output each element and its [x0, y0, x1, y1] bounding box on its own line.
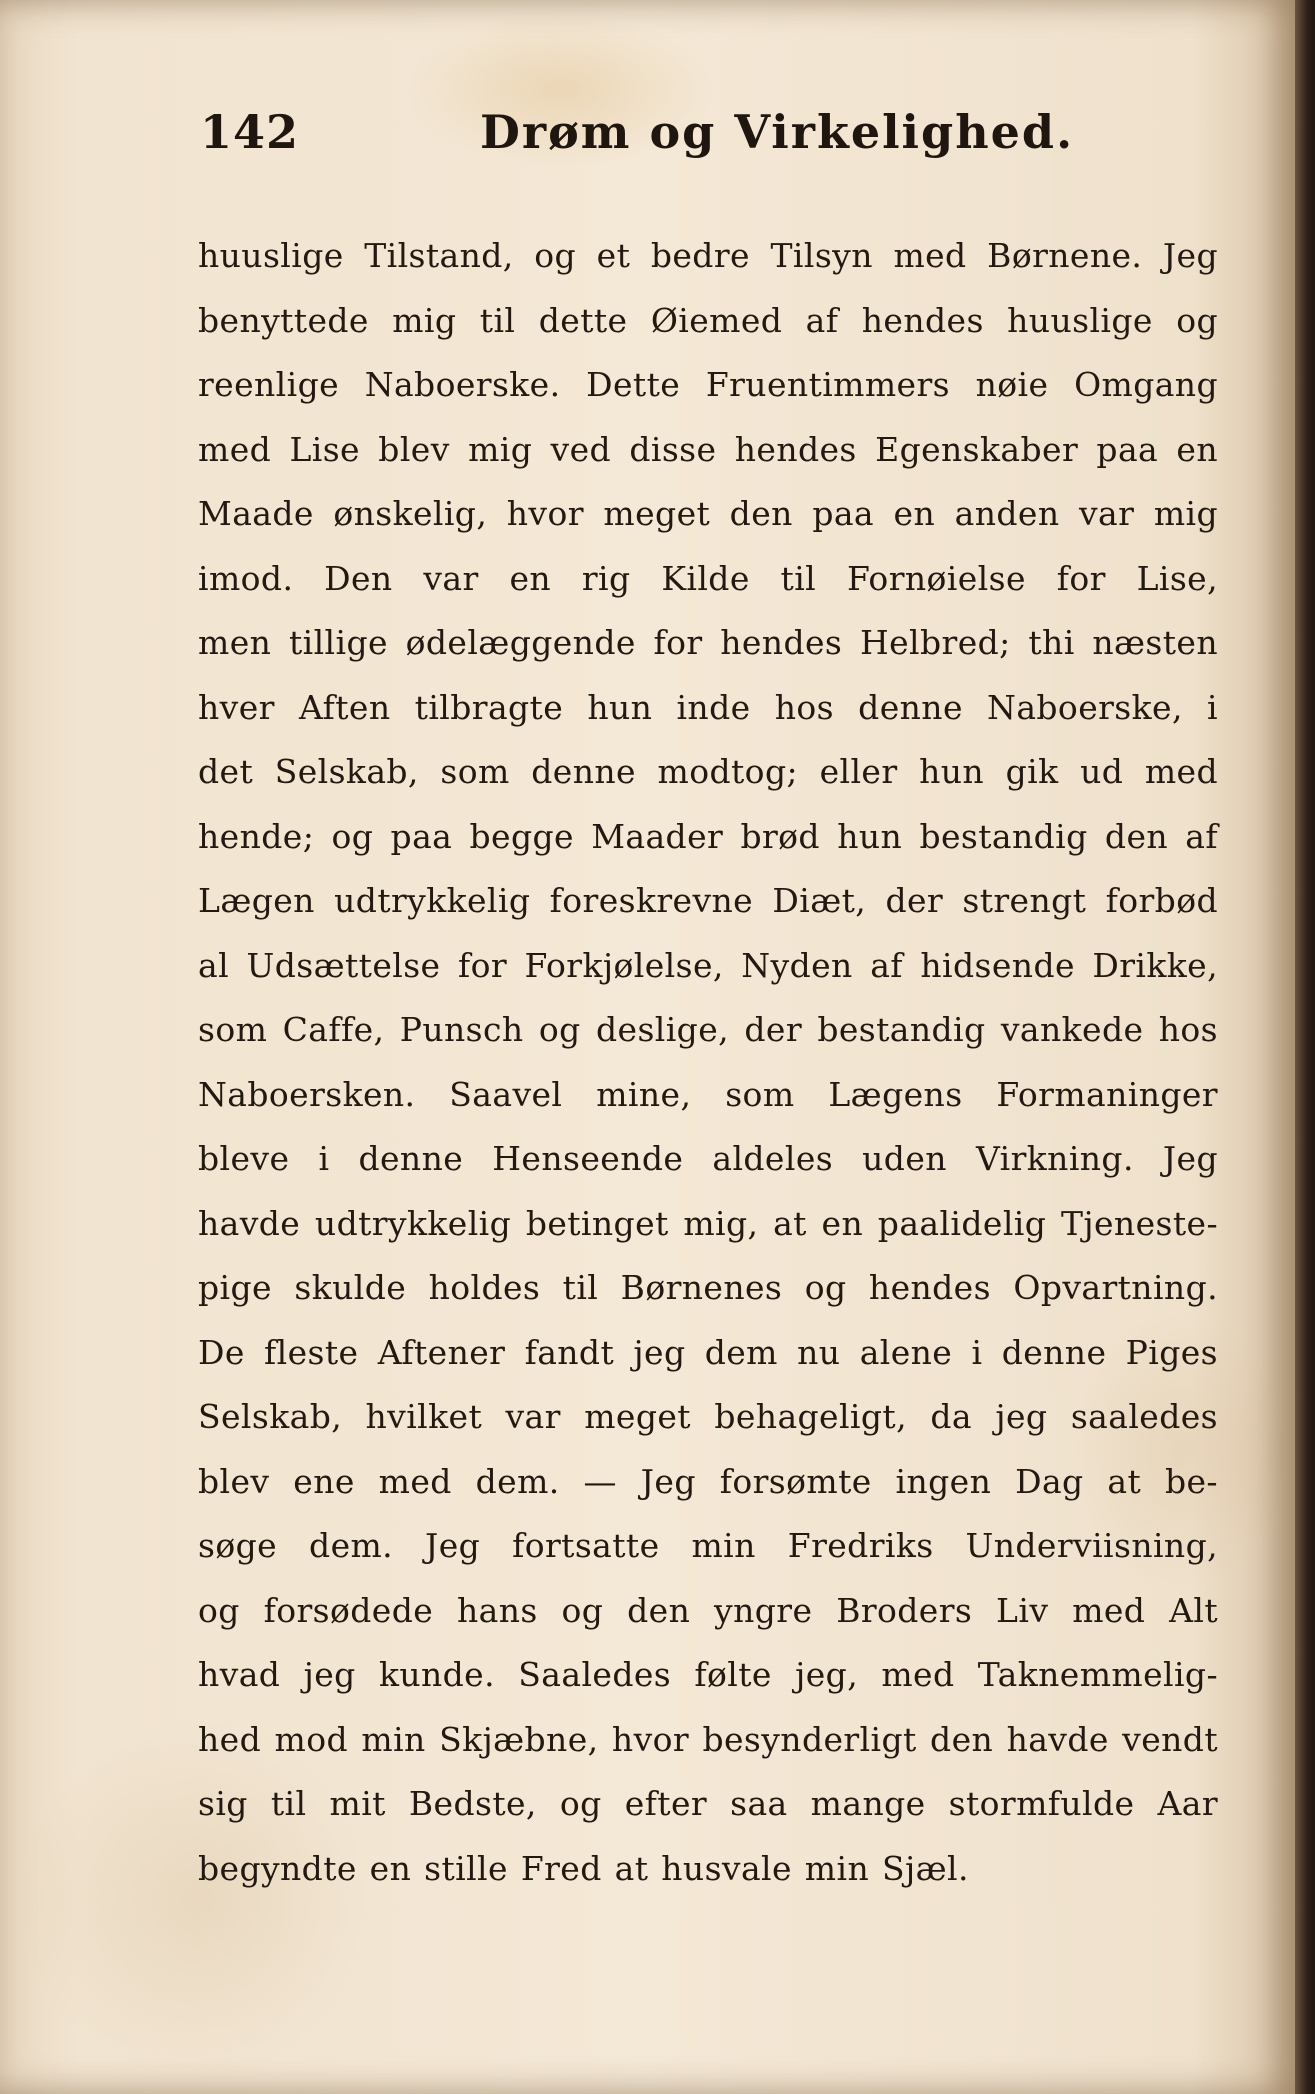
- text-line: Lægen udtrykkelig foreskrevne Diæt, der strengt forbød: [198, 881, 1218, 920]
- page-edge-shadow: [1295, 0, 1315, 2094]
- text-line: havde udtrykkelig betinget mig, at en paalidelig Tjeneste-: [198, 1203, 1218, 1243]
- text-line: Maade ønskelig, hvor meget den paa en anden var mig: [198, 494, 1218, 533]
- text-line: benyttede mig til dette Øiemed af hendes huuslige og: [198, 300, 1218, 340]
- page-number: 142: [200, 105, 300, 159]
- text-line: De fleste Aftener fandt jeg dem nu alene i denne Piges: [198, 1332, 1218, 1372]
- page-header: [200, 105, 1220, 175]
- text-line: huuslige Tilstand, og et bedre Tilsyn med Børnene. Jeg: [198, 236, 1218, 275]
- text-line: men tillige ødelæggende for hendes Helbred; thi næsten: [198, 623, 1218, 662]
- text-line: Selskab, hvilket var meget behageligt, da jeg saaledes: [198, 1397, 1218, 1436]
- text-line: hvad jeg kunde. Saaledes følte jeg, med Taknemmelig-: [198, 1655, 1218, 1694]
- text-line: reenlige Naboerske. Dette Fruentimmers nøie Omgang: [198, 365, 1218, 404]
- text-line: søge dem. Jeg fortsatte min Fredriks Underviisning,: [198, 1526, 1218, 1565]
- text-line: med Lise blev mig ved disse hendes Egenskaber paa en: [198, 429, 1218, 469]
- text-line: bleve i denne Henseende aldeles uden Virkning. Jeg: [198, 1139, 1218, 1178]
- text-line: pige skulde holdes til Børnenes og hendes Opvartning.: [198, 1268, 1218, 1307]
- body-text: [198, 224, 1218, 1901]
- text-line: hver Aften tilbragte hun inde hos denne Naboerske, i: [198, 687, 1218, 727]
- text-line: blev ene med dem. — Jeg forsømte ingen Dag at be-: [198, 1461, 1218, 1501]
- text-line: og forsødede hans og den yngre Broders Liv med Alt: [198, 1590, 1218, 1630]
- running-title: Drøm og Virkelighed.: [480, 105, 1075, 159]
- text-line: sig til mit Bedste, og efter saa mange stormfulde Aar: [198, 1784, 1218, 1823]
- text-line: det Selskab, som denne modtog; eller hun gik ud med: [198, 752, 1218, 791]
- text-line: begyndte en stille Fred at husvale min Sjæl.: [198, 1848, 969, 1888]
- text-line: Naboersken. Saavel mine, som Lægens Formaninger: [198, 1074, 1218, 1114]
- text-line: al Udsættelse for Forkjølelse, Nyden af hidsende Drikke,: [198, 945, 1218, 985]
- text-line: hende; og paa begge Maader brød hun bestandig den af: [198, 816, 1218, 856]
- text-line: imod. Den var en rig Kilde til Fornøielse for Lise,: [198, 558, 1218, 598]
- text-line: hed mod min Skjæbne, hvor besynderligt den havde vendt: [198, 1719, 1218, 1759]
- text-line: som Caffe, Punsch og deslige, der bestandig vankede hos: [198, 1010, 1218, 1049]
